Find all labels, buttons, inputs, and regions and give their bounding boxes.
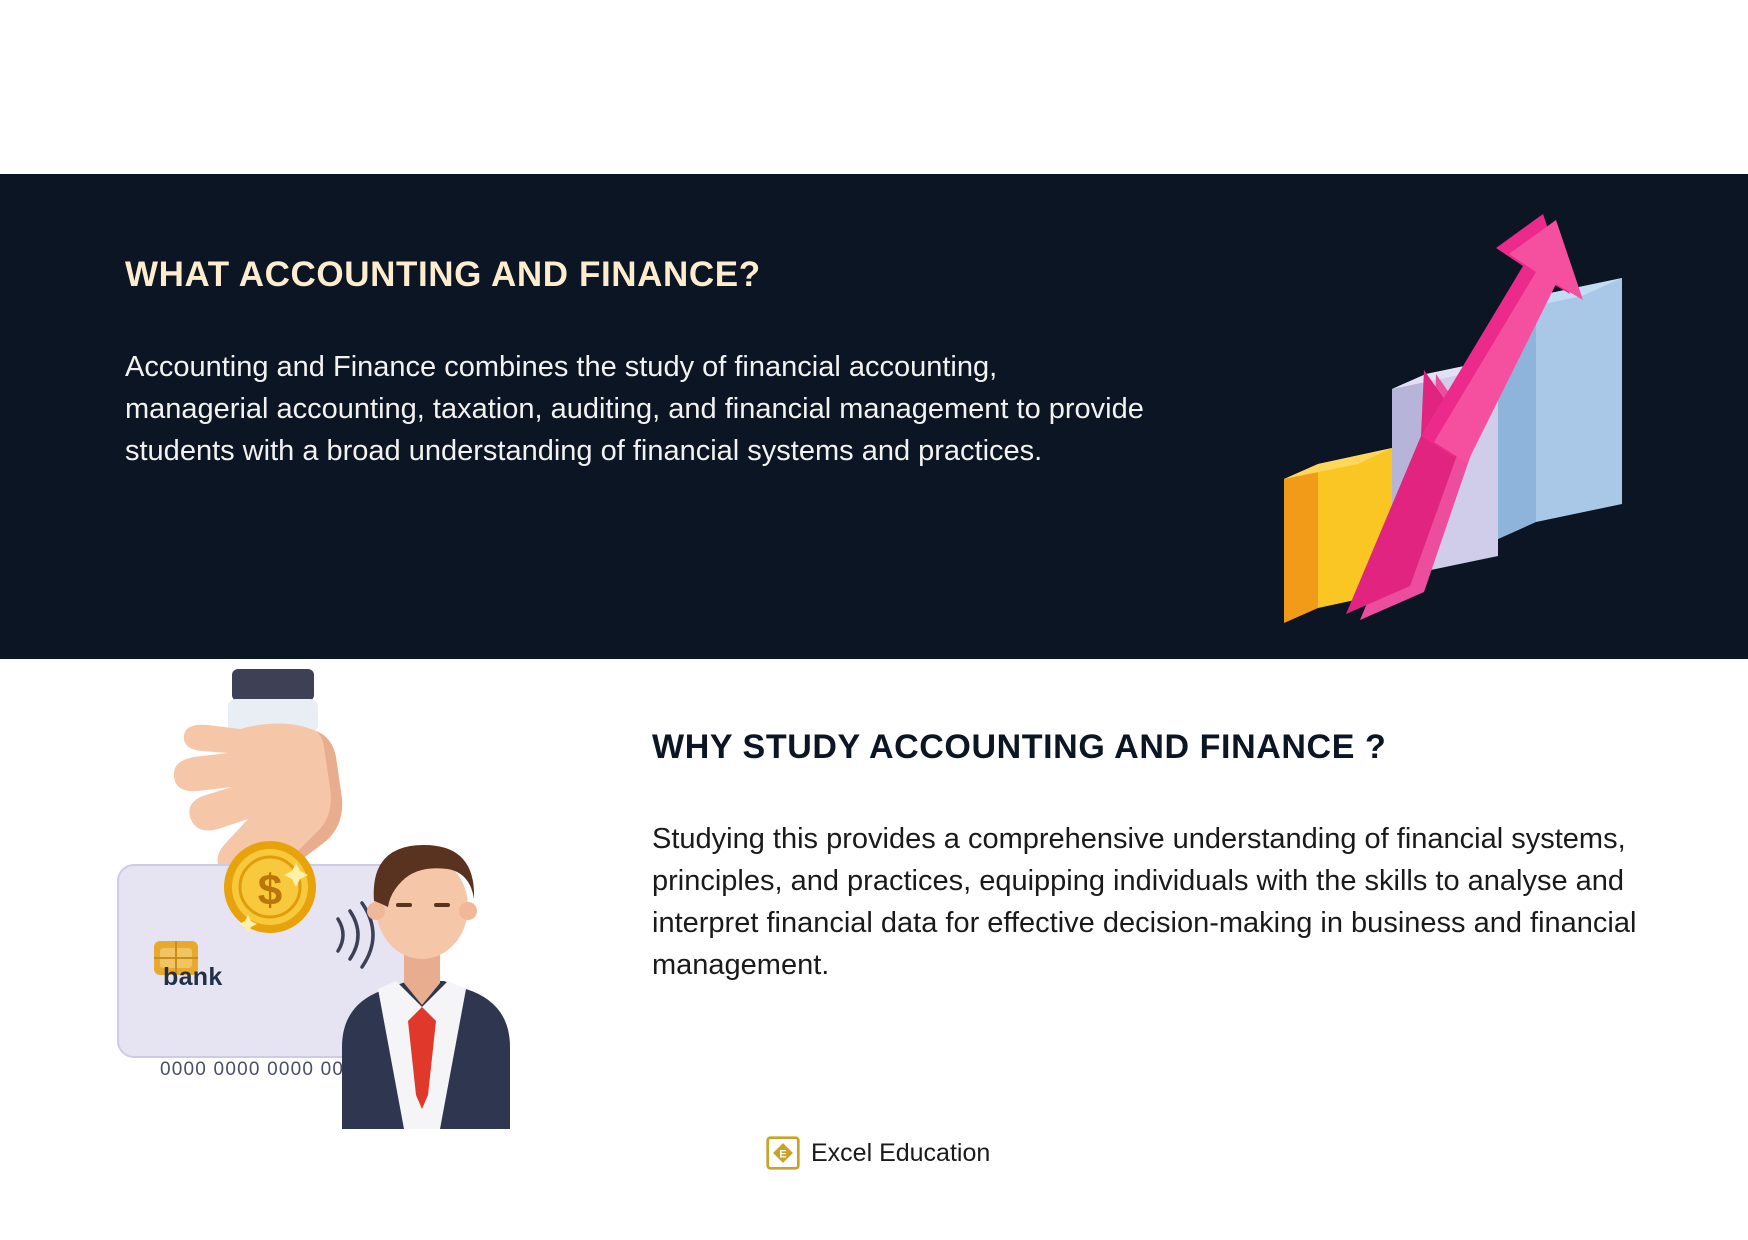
why-study-heading: WHY STUDY ACCOUNTING AND FINANCE ? (652, 728, 1387, 766)
svg-text:E: E (779, 1148, 787, 1161)
what-is-text-block (125, 254, 1165, 472)
card-number-text: 0000 0000 0000 00 (160, 1059, 345, 1080)
excel-education-logo-icon (765, 1135, 801, 1171)
why-study-text-block (652, 727, 1672, 986)
card-bank-label: bank (163, 963, 223, 991)
why-study-body: Studying this provides a comprehensive understanding of financial systems, principles, and practices, equipping individuals with the skills to analyse and interpret financial data for effective decision-making in business and financial management. (652, 822, 1637, 981)
growth-chart-illustration (1178, 174, 1698, 659)
footer-logo (765, 1135, 990, 1171)
what-is-heading: WHAT ACCOUNTING AND FINANCE? (125, 255, 761, 294)
businessman-avatar (324, 845, 510, 1129)
svg-text:$: $ (257, 866, 283, 915)
growth-chart-icon (1178, 174, 1698, 659)
what-is-body: Accounting and Finance combines the study of financial accounting, managerial accounting, taxation, auditing, and financial management to provide students with a broad understanding of financial systems and practices. (125, 351, 1144, 468)
footer-logo-text: Excel Education (811, 1138, 991, 1167)
gold-coin (224, 841, 316, 933)
what-is-section (0, 174, 1748, 659)
sleeve-cuff (232, 669, 314, 701)
